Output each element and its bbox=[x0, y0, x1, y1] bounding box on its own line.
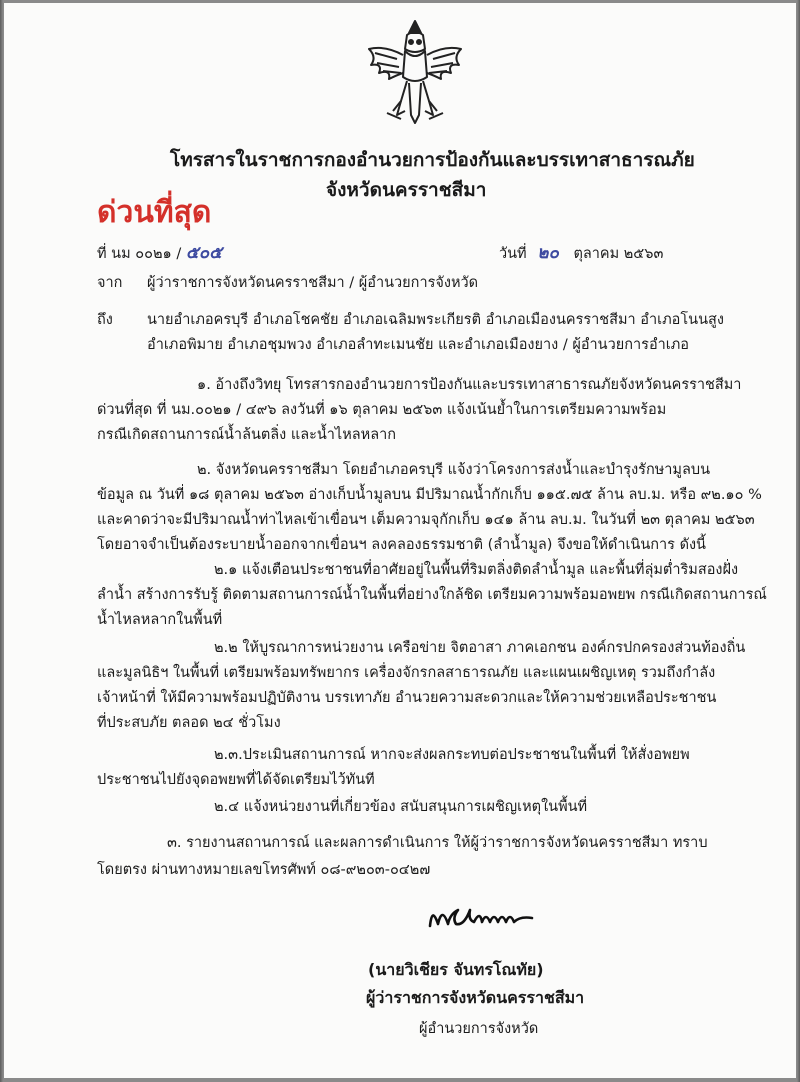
date-day-handwritten: ๒๐ bbox=[537, 243, 559, 263]
paragraph-2-2-line: ที่ประสบภัย ตลอด ๒๔ ชั่วโมง bbox=[97, 715, 281, 731]
signatory-role: ผู้อำนวยการจังหวัด bbox=[419, 1021, 539, 1037]
paragraph-1-line: กรณีเกิดสถานการณ์น้ำล้นตลิ่ง และน้ำไหลหลาก bbox=[97, 427, 397, 443]
paragraph-2-1-line: น้ำไหลหลากในพื้นที่ bbox=[97, 612, 223, 628]
date-month-year: ตุลาคม ๒๕๖๓ bbox=[573, 246, 664, 262]
paragraph-2-3-line: ประชาชนไปยังจุดอพยพที่ได้จัดเตรียมไว้ทันที bbox=[97, 772, 375, 788]
document-title-line2: จังหวัดนครราชสีมา bbox=[326, 179, 487, 201]
paragraph-1-line: ด่วนที่สุด ที่ นม.๐๐๒๑ / ๔๙๖ ลงวันที่ ๑๖ ตุลาคม ๒๕๖๓ แจ้งเน้นย้ำในการเตรียมความพร้อม bbox=[97, 402, 667, 418]
paragraph-2-2-line: เจ้าหน้าที่ ให้มีความพร้อมปฏิบัติงาน บรรเทาภัย อำนวยความสะดวกและให้ความช่วยเหลือประชาชน bbox=[97, 690, 717, 706]
urgency-stamp: ด่วนที่สุด bbox=[97, 195, 212, 230]
paragraph-2-line: ๒. จังหวัดนครราชสีมา โดยอำเภอครบุรี แจ้งว่าโครงการส่งน้ำและบำรุงรักษามูลบน bbox=[197, 462, 710, 478]
garuda-emblem-icon bbox=[357, 15, 473, 131]
document-title-line1: โทรสารในราชการกองอำนวยการป้องกันและบรรเทาสาธารณภัย bbox=[170, 149, 695, 171]
to-line-1: นายอำเภอครบุรี อำเภอโชคชัย อำเภอเฉลิมพระเกียรติ อำเภอเมืองนครราชสีมา อำเภอโนนสูง bbox=[147, 312, 724, 328]
to-label: ถึง bbox=[97, 312, 113, 328]
document-date bbox=[499, 239, 663, 266]
signature-icon bbox=[424, 896, 544, 936]
from-label: จาก bbox=[97, 275, 123, 291]
document-page bbox=[4, 3, 796, 1078]
paragraph-3-line: โดยตรง ผ่านทางหมายเลขโทรศัพท์ ๐๘-๙๒๐๓-๐๔๒๗ bbox=[97, 862, 431, 878]
paragraph-2-line: โดยอาจจำเป็นต้องระบายน้ำออกจากเขื่อนฯ ลงคลองธรรมชาติ (ลำน้ำมูล) จึงขอให้ดำเนินการ ดังนี้ bbox=[97, 537, 706, 553]
paragraph-2-2-line: และมูลนิธิฯ ในพื้นที่ เตรียมพร้อมทรัพยากร เครื่องจักรกลสาธารณภัย และแผนเผชิญเหตุ รวมถึงกำลัง bbox=[97, 665, 716, 681]
document-number bbox=[97, 239, 222, 266]
document-number-prefix: ที่ นม ๐๐๒๑ / bbox=[97, 246, 182, 262]
document-number-handwritten: ๕๐๕ bbox=[185, 243, 222, 263]
paragraph-2-3-line: ๒.๓.ประเมินสถานการณ์ หากจะส่งผลกระทบต่อประชาชนในพื้นที่ ให้สั่งอพยพ bbox=[214, 747, 690, 763]
paragraph-2-2-line: ๒.๒ ให้บูรณาการหน่วยงาน เครือข่าย จิตอาสา ภาคเอกชน องค์กรปกครองส่วนท้องถิ่น bbox=[214, 640, 746, 656]
date-prefix: วันที่ bbox=[499, 246, 527, 262]
signatory-name: (นายวิเชียร จันทรโณทัย) bbox=[368, 960, 544, 979]
paragraph-2-1-line: ๒.๑ แจ้งเตือนประชาชนที่อาศัยอยู่ในพื้นที่ริมตลิ่งติดลำน้ำมูล และพื้นที่ลุ่มต่ำริมสองฝั่ง bbox=[214, 562, 739, 578]
paragraph-2-line: ข้อมูล ณ วันที่ ๑๘ ตุลาคม ๒๕๖๓ อ่างเก็บน้ำมูลบน มีปริมาณน้ำกักเก็บ ๑๑๕.๗๕ ล้าน ลบ.ม. หรือ ๙๒.๑๐ % bbox=[97, 487, 762, 503]
paragraph-2-line: และคาดว่าจะมีปริมาณน้ำท่าไหลเข้าเขื่อนฯ เต็มความจุกักเก็บ ๑๔๑ ล้าน ลบ.ม. ในวันที่ ๒๓ ตุลาคม ๒๕๖๓ bbox=[97, 512, 755, 528]
paragraph-3-line: ๓. รายงานสถานการณ์ และผลการดำเนินการ ให้ผู้ว่าราชการจังหวัดนครราชสีมา ทราบ bbox=[167, 835, 708, 851]
to-line-2: อำเภอพิมาย อำเภอชุมพวง อำเภอลำทะเมนชัย และอำเภอเมืองยาง / ผู้อำนวยการอำเภอ bbox=[147, 337, 690, 353]
paragraph-1-line: ๑. อ้างถึงวิทยุ โทรสารกองอำนวยการป้องกันและบรรเทาสาธารณภัยจังหวัดนครราชสีมา bbox=[197, 377, 742, 393]
paragraph-2-4-line: ๒.๔ แจ้งหน่วยงานที่เกี่ยวข้อง สนับสนุนการเผชิญเหตุในพื้นที่ bbox=[214, 799, 588, 815]
from-text: ผู้ว่าราชการจังหวัดนครราชสีมา / ผู้อำนวยการจังหวัด bbox=[147, 275, 479, 291]
signatory-position: ผู้ว่าราชการจังหวัดนครราชสีมา bbox=[366, 988, 585, 1007]
paragraph-2-1-line: ลำน้ำ สร้างการรับรู้ ติดตามสถานการณ์น้ำในพื้นที่อย่างใกล้ชิด เตรียมความพร้อมอพยพ กรณีเกิดสถานการณ์ bbox=[97, 587, 767, 603]
